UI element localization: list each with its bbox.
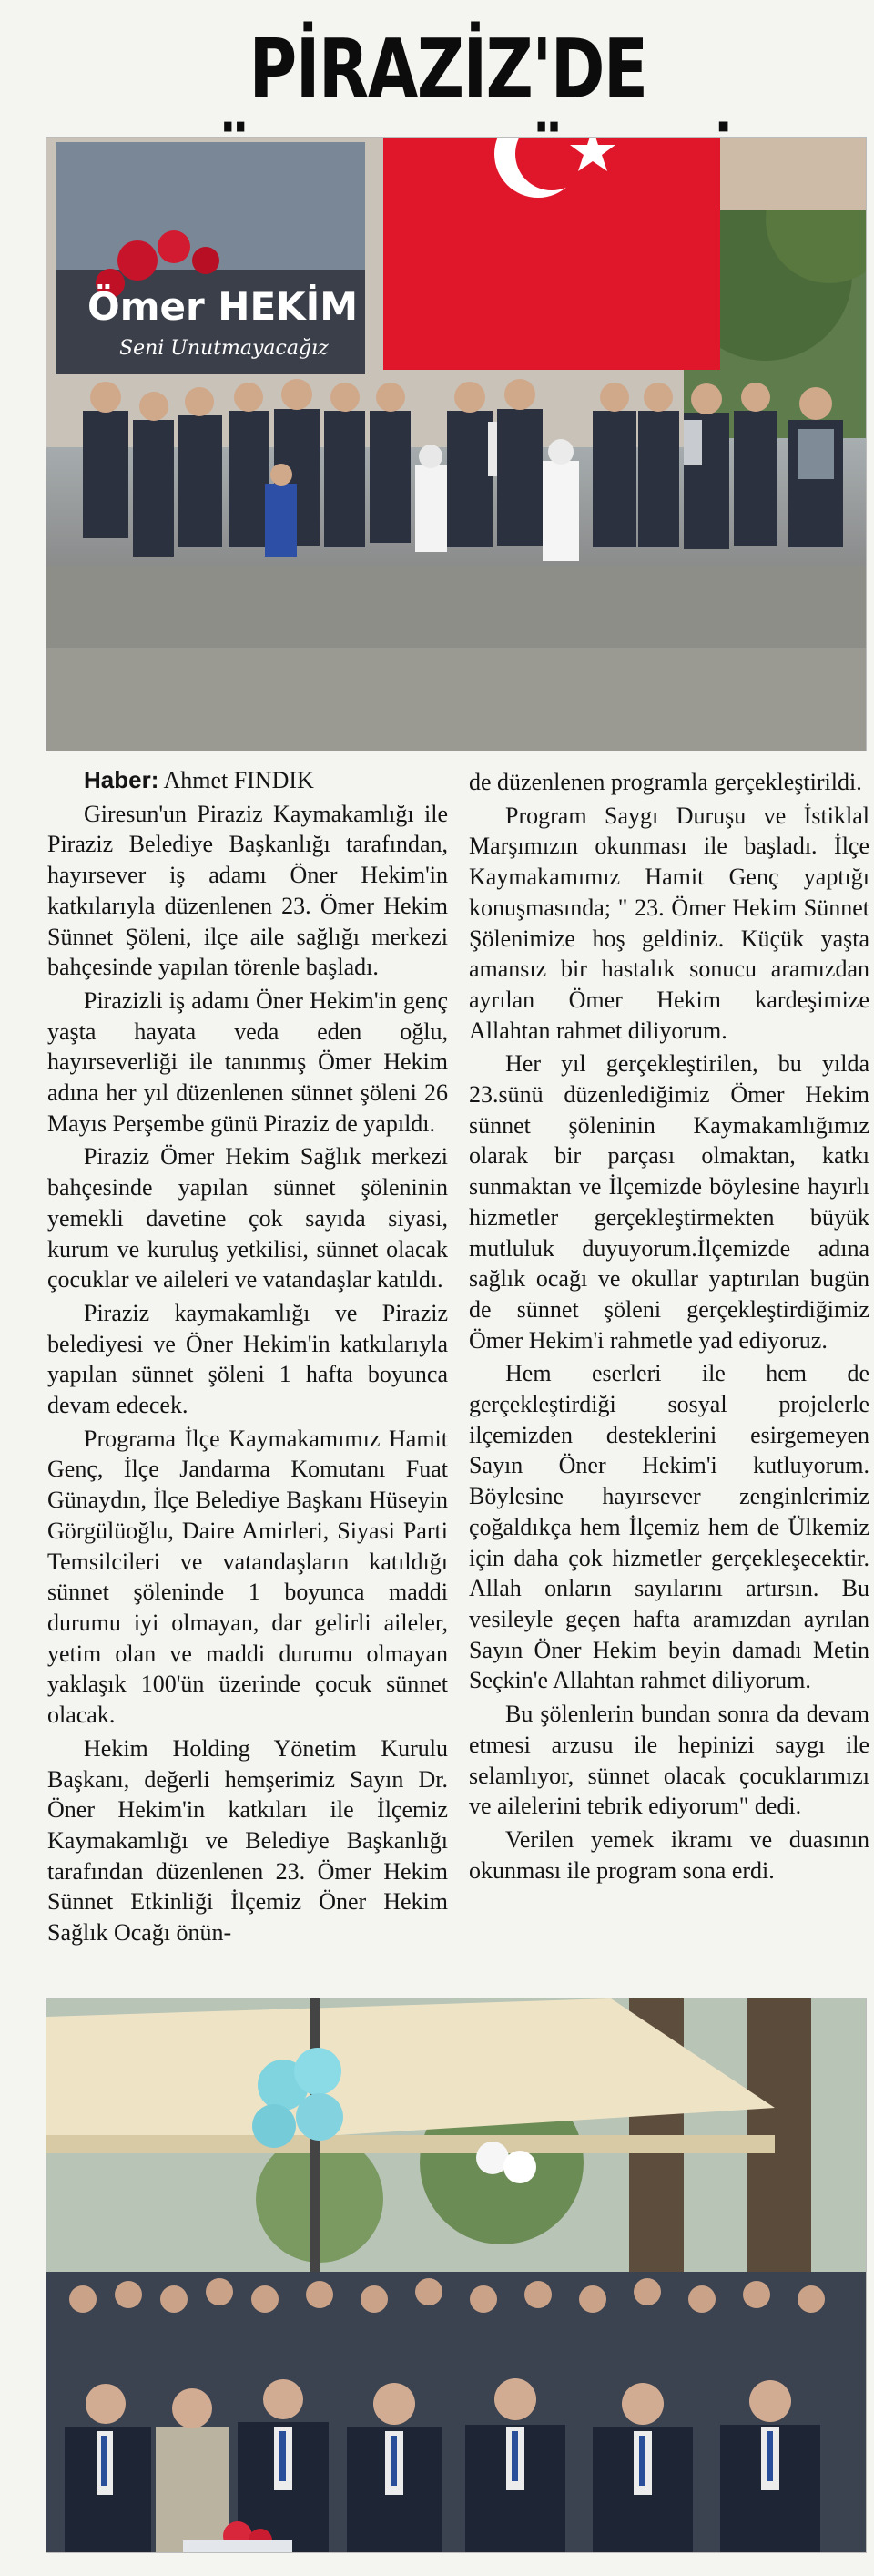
article-paragraph: Hekim Holding Yönetim Kurulu Başkanı, değerli hemşerimiz Sayın Dr. Öner Hekim'in katkıları ile İlçemiz Kaymakamlığı ve Belediye Başkanlığı tarafından düzenlenen 23. Ömer Hekim Sünnet Etkinliği İlçemiz Öner Hekim Sağlık Ocağı önün- <box>47 1734 448 1947</box>
banner-name: Ömer HEKİM <box>87 284 359 329</box>
byline <box>47 765 448 796</box>
article-paragraph: Verilen yemek ikramı ve duasının okunması ile program sona erdi. <box>469 1825 869 1884</box>
article-paragraph: Hem eserleri ile hem de gerçekleştirdiği sosyal projelerle ilçemizden desteklerini esirgemeyen Sayın Öner Hekim'i kutluyorum. Böylesine hayırsever zenginlerimiz çoğaldıkça hem İlçemiz hem de Ülkemiz için daha çok hizmetler gerçekleşecektir. Allah onların sayılarını artırsın. Bu vesileyle geçen hafta aramızdan ayrılan Sayın Öner Hekim beyin damadı Metin Seçkin'e Allahtan rahmet diliyorum. <box>469 1360 869 1694</box>
byline-author: Ahmet FINDIK <box>163 767 314 793</box>
article-right-column <box>469 767 869 1888</box>
headline: PİRAZİZ'DE <box>249 22 647 118</box>
article-paragraph: Program Saygı Duruşu ve İstiklal Marşımızın okunması ile başladı. İlçe Kaymakamımız Hamit Genç yaptığı konuşmasında; " 23. Ömer Hekim Sünnet Şölenimize hoş geldiniz. Küçük yaşta amansız bir hastalık sonucu aramızdan ayrılan Ömer Hekim kardeşimize Allahtan rahmet diliyorum. <box>469 802 869 1044</box>
article-left-column <box>47 765 448 1951</box>
article-paragraph-continuation: de düzenlenen programla gerçekleştirildi. <box>469 769 862 795</box>
banner-tagline: Seni Unutmayacağız <box>119 337 329 360</box>
audience-photo <box>46 1998 867 2553</box>
article-paragraph: Bu şölenlerin bundan sonra da devam etmesi arzusu ile hepinizi saygı ile selamlıyor, sünnet olacak çocuklarımızı ve ailelerini tebrik ediyorum" dedi. <box>469 1701 869 1820</box>
group-photo <box>46 137 867 751</box>
article-paragraph: Pirazizli iş adamı Öner Hekim'in genç yaşta hayata veda eden oğlu, hayırseverliği ile tanınmış Ömer Hekim adına her yıl düzenlenen sünnet şöleni 26 Mayıs Perşembe günü Piraziz de yapıldı. <box>47 986 448 1137</box>
article-paragraph: Programa İlçe Kaymakamımız Hamit Genç, İlçe Jandarma Komutanı Fuat Günaydın, İlçe Belediye Başkanı Hüseyin Görgülüoğlu, Daire Amirleri, Siyasi Parti Temsilcileri ve vatandaşların katıldığı sünnet şöleninde 1 boyunca maddi durumu iyi olmayan, dar gelirli aileler, yetim olan ve maddi durumu olmayan yaklaşık 100'ün üzerinde çocuk sünnet olacak. <box>47 1425 448 1729</box>
byline-label: Haber: <box>84 766 159 793</box>
article-paragraph: Piraziz Ömer Hekim Sağlık merkezi bahçesinde yapılan sünnet şöleninin yemekli davetine çok sayıda siyasi, kurum ve kuruluş yetkilisi, sünnet olacak çocuklar ve aileleri ve vatandaşlar katıldı. <box>47 1143 448 1293</box>
group-photo-illustration <box>46 138 867 751</box>
audience-photo-illustration <box>46 1998 867 2553</box>
article-paragraph: Her yıl gerçekleştirilen, bu yılda 23.sünü düzenlediğimiz Ömer Hekim sünnet şöleninin Kaymakamlığımız olarak bir parçası olmaktan, katkı sunmaktan ve İlçemizde böylesine hayırlı hizmetler gerçekleştirmekten büyük mutluluk duyuyorum.İlçemizde adına sağlık ocağı ve okullar yaptırılan bugün de sünnet şöleni gerçekleştirdiğimiz Ömer Hekim'i rahmetle yad ediyoruz. <box>469 1050 869 1354</box>
article-paragraph: Giresun'un Piraziz Kaymakamlığı ile Piraziz Belediye Başkanlığı tarafından, hayırsever iş adamı Öner Hekim'in katkılarıyla düzenlenen 23. Ömer Hekim Sünnet Şöleni, ilçe aile sağlığı merkezi bahçesinde yapılan törenle başladı. <box>47 800 448 981</box>
article-paragraph: Piraziz kaymakamlığı ve Piraziz belediyesi ve Öner Hekim'in katkılarıyla yapılan sünnet şöleni 1 hafta boyunca devam edecek. <box>47 1299 448 1419</box>
